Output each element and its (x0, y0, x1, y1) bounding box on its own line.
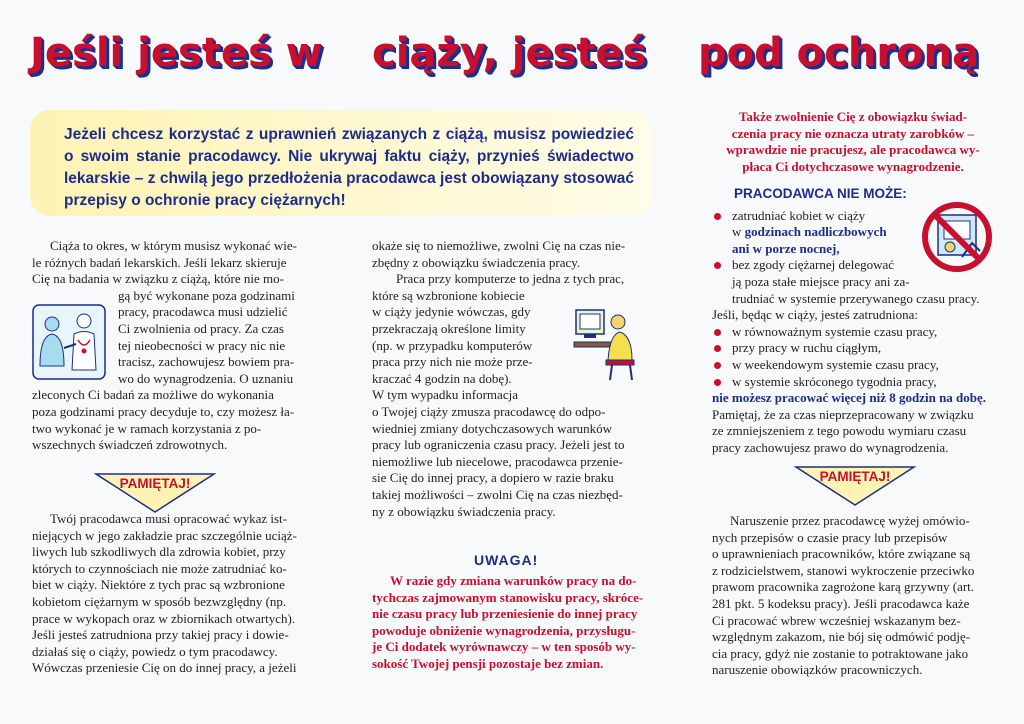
page-title (30, 30, 1010, 90)
text-line: tej nieobecności w pracy nic nie (118, 337, 286, 353)
text-line: prawom pracownika zagrożone karą grzywny (art. (712, 579, 975, 595)
schedule-bullet: przy pracy w ruchu ciągłym, (712, 340, 994, 357)
text-line: zleconych Ci badań za możliwe do wykonania (32, 387, 274, 403)
col1-bottom-text (32, 387, 308, 453)
text-line: Wówczas przeniesie Cię on do innej pracy, a jeżeli (32, 660, 297, 676)
text-line: Ci pracować wbrew wcześniej wskazanym bez- (712, 612, 961, 628)
text-line: z rodzicielstwem, stanowi wykroczenie przeciwko (712, 562, 975, 578)
col3-final-text (712, 513, 994, 679)
title-part-1: Jeśli jesteś w (30, 30, 323, 76)
text-line: których to czynnościach nie może zatrudniać ko- (32, 560, 287, 576)
text-line: nie czasu pracy lub przeniesienie do innej pracy (372, 606, 638, 622)
text-line: w ciąży jedynie wówczas, gdy (372, 304, 531, 320)
column-1-after (32, 511, 308, 677)
text-line: czenia pracy nie oznacza utraty zarobków – (731, 125, 975, 141)
col2-bottom-text (372, 404, 650, 520)
no-night-work-icon (920, 201, 994, 273)
cannot-title: PRACODAWCA NIE MOŻE: (734, 186, 907, 201)
uwaga-box (372, 573, 652, 673)
text-line: poza godzinami pracy decyduje to, czy możesz ła- (32, 403, 295, 419)
text-line: (np. w przypadku komputerów (372, 337, 533, 353)
text-line: wiedniej zmiany dotychczasowych warunków (372, 420, 613, 436)
text-line: biet w ciąży. Niektóre z tych prac są wzbronione (32, 577, 285, 593)
text-line: cia pracy, gdyż nie zostanie to potraktowane jako (712, 645, 969, 661)
text-line: nych przepisów o czasie pracy lub przepisów (712, 529, 948, 545)
max-8-hours: nie możesz pracować więcej niż 8 godzin na dobę. (712, 390, 987, 406)
remember-label-1: PAMIĘTAJ! (119, 476, 191, 491)
if-employed-line: Jeśli, będąc w ciąży, jesteś zatrudniona: (712, 307, 918, 323)
text-line: Cię na badania w związku z ciążą, które nie mo- (32, 271, 284, 287)
text-line: 281 pkt. 5 kodeksu pracy). Jeśli pracodawca każe (712, 595, 970, 611)
computer-worker-icon (572, 306, 640, 382)
text-line: niemożliwe lub niecelowe, pracodawca przenie- (372, 453, 623, 469)
cannot-bullet-1-prefix: w (732, 224, 745, 240)
text-line: W tym wypadku informacja (372, 387, 518, 403)
cannot-bullet-2-line-1: bez zgody ciężarnej delegować (732, 257, 895, 273)
text-line: ze zmniejszeniem z tego powodu wymiaru czasu (712, 423, 967, 439)
text-line: Ciąża to okres, w którym musisz wykonać wie- (50, 238, 297, 253)
text-line: niejących w jego zakładzie prac szczególnie uciąż- (32, 527, 297, 543)
text-line: prace w wykopach oraz w zbiornikach otwartych). (32, 610, 296, 626)
text-line: kraczać 4 godzin na dobę). (372, 370, 512, 386)
text-line: wprawdzie nie pracujesz, ale pracodawca wy- (726, 142, 980, 158)
uwaga-title: UWAGA! (474, 552, 539, 568)
col1-after-text (32, 511, 308, 677)
text-line: Twój pracodawca musi opracować wykaz ist- (50, 511, 287, 526)
cannot-bullet-1-line-3: ani w porze nocnej, (732, 240, 840, 256)
text-line: o uprawnieniach pracowników, które związane są (712, 546, 971, 562)
text-line: Praca przy komputerze to jedna z tych prac, (396, 271, 625, 287)
schedule-bullet: w systemie skróconego tygodnia pracy, (712, 374, 994, 391)
column-3 (712, 109, 994, 175)
intro-box (30, 110, 652, 216)
text-line: Jeśli jesteś zatrudniona przy takiej pracy i dowie- (32, 627, 289, 643)
remember-badge-2 (794, 465, 916, 507)
text-line: ny z obowiązku świadczenia pracy. (372, 503, 556, 519)
text-line: o Twojej ciąży zmusza pracodawcę do odpo- (372, 403, 606, 419)
intro-text: Jeżeli chcesz korzystać z uprawnień związanych z ciążą, musisz powiedzieć o swoim stanie pracodawcy. Nie ukrywaj faktu ciąży, przynieś świadectwo lekarskie – z chwilą jego przedłożenia pracodawca jest obowiązany stosować przepisy o ochronie pracy ciężarnych! (64, 126, 634, 209)
text-line: kobietom ciężarnym w sposób bezwzględny (np. (32, 593, 287, 609)
text-line: W razie gdy zmiana warunków pracy na do- (390, 573, 637, 588)
text-line: wszechnych świadczeń zdrowotnych. (32, 437, 228, 453)
text-line: tracisz, zachowujesz bowiem pra- (118, 354, 295, 370)
text-line: naruszenie obowiązków pracowniczych. (712, 662, 923, 678)
text-line: Naruszenie przez pracodawcę wyżej omówio- (730, 513, 970, 528)
col2-wrap-text (372, 288, 558, 404)
text-line: zbędny z obowiązku świadczenia pracy. (372, 254, 581, 270)
cannot-bullet-2-line-2: ją poza stałe miejsce pracy ani za- (732, 273, 910, 289)
remember-badge-1 (94, 472, 216, 514)
text-line: względnym zakazom, nie bój się odmówić podję- (712, 629, 971, 645)
remember-label-2: PAMIĘTAJ! (819, 469, 891, 484)
text-line: gą być wykonane poza godzinami (118, 287, 295, 303)
text-line: le różnych badań lekarskich. Jeśli lekarz skieruje (32, 254, 287, 270)
title-part-3: pod ochroną (698, 30, 980, 76)
text-line: Także zwolnienie Cię z obowiązku świad- (738, 109, 968, 124)
text-line: takiej możliwości – zwolni Cię na czas niezbęd- (372, 486, 623, 502)
text-line: liwych lub szkodliwych dla zdrowia kobiet, przy (32, 544, 286, 560)
text-line: działaś się o ciąży, powiedz o tym pracodawcy. (32, 643, 278, 659)
text-line: tychczas zajmowanym stanowisku pracy, skróce- (372, 589, 644, 605)
cannot-bullet-1-bold: godzinach nadliczbowych (744, 224, 887, 240)
doctor-patient-icon (32, 304, 106, 380)
cannot-bullet-2-cont: trudniać w systemie przerywanego czasu pracy. (732, 290, 980, 306)
text-line: okaże się to niemożliwe, zwolni Cię na czas nie- (372, 238, 626, 253)
col3-top-text (712, 109, 994, 175)
text-line: praca przy nich nie może prze- (372, 354, 533, 370)
text-line: je Ci dodatek wyrównawczy – w ten sposób wy- (372, 639, 636, 655)
text-line: Pamiętaj, że za czas nieprzepracowany w związku (712, 406, 974, 422)
text-line: pracy, pracodawca musi udzielić (118, 304, 288, 320)
column-3-final (712, 513, 994, 679)
text-line: Ci zwolnienia od pracy. Za czas (118, 320, 284, 336)
schedule-bullets (712, 324, 994, 390)
text-line: przekraczają określone limity (372, 320, 526, 336)
text-line: sokość Twojej pensji pozostaje bez zmian. (372, 655, 604, 671)
text-line: które są wzbronione kobiecie (372, 287, 525, 303)
cannot-bullet-1-line-1: zatrudniać kobiet w ciąży (732, 207, 866, 223)
text-line: pracy lub ograniczenia czasu pracy. Jeżeli jest to (372, 437, 625, 453)
text-line: płaca Ci dotychczasowe wynagrodzenie. (742, 158, 964, 174)
text-line: two wykonać je w ramach korzystania z po- (32, 420, 262, 436)
text-line: sie Cię do innej pracy, a dopiero w razie braku (372, 470, 614, 486)
text-line: powoduje obniżenie wynagrodzenia, przysługu- (372, 622, 636, 638)
schedule-bullet: w weekendowym systemie czasu pracy, (712, 357, 994, 374)
col1-top-text (32, 238, 308, 288)
uwaga-text (372, 573, 652, 673)
title-part-2: ciąży, jesteś (372, 30, 647, 76)
schedule-bullet: w równoważnym systemie czasu pracy, (712, 324, 994, 341)
remember-text (712, 407, 994, 457)
text-line: pracy zachowujesz prawo do wynagrodzenia. (712, 439, 949, 455)
col2-top-text (372, 238, 650, 288)
text-line: wo do wynagrodzenia. O uznaniu (118, 370, 294, 386)
